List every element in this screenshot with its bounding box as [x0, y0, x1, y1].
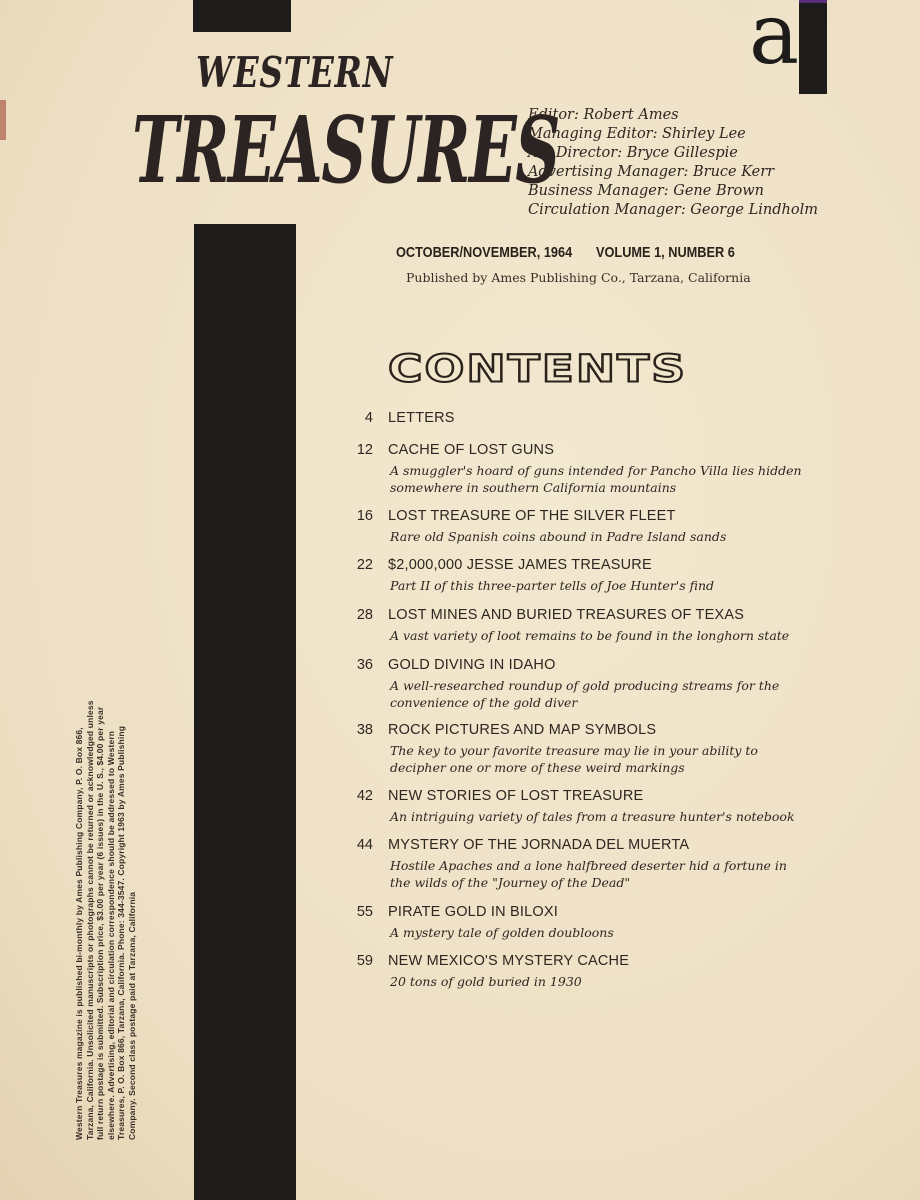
toc-page-number: 44: [356, 837, 373, 853]
toc-title: LOST MINES AND BURIED TREASURES OF TEXAS: [388, 607, 745, 623]
toc-title: NEW STORIES OF LOST TREASURE: [388, 788, 644, 804]
binding-edge-mark: [0, 100, 6, 140]
toc-page-number: 16: [356, 508, 373, 524]
toc-description: Rare old Spanish coins abound in Padre Island sands: [390, 529, 727, 544]
toc-title: ROCK PICTURES AND MAP SYMBOLS: [388, 722, 657, 738]
toc-page-number: 12: [356, 442, 373, 458]
toc-title: $2,000,000 JESSE JAMES TREASURE: [388, 557, 652, 573]
toc-title: GOLD DIVING IN IDAHO: [388, 657, 556, 673]
publication-fine-print: Western Treasures magazine is published bi-monthly by Ames Publishing Company, P. O. Box 866, Tarzana, California. Unsolicited manuscripts or photographs cannot be returned or acknowledged unless full return postage is submitted. Subscription price, $3.00 per year (6 issues) in the U. S., $4.00 per year elsewhere. Advertising, editorial and circulation correspondence should be addressed to Western Treasures, P. O. Box 866, Tarzana, California. Phone: 344-3547. Copyright 1963 by Ames Publishing Company. Second class postage paid at Tarzana, California: [74, 700, 137, 1140]
issue-date: OCTOBER/NOVEMBER, 1964: [396, 244, 573, 261]
vertical-black-bar: [194, 224, 296, 1200]
staff-managing-editor: Managing Editor: Shirley Lee: [528, 126, 746, 142]
toc-description: Part II of this three-parter tells of Joe Hunter's find: [390, 578, 715, 593]
top-black-bar: [193, 0, 291, 32]
toc-description: 20 tons of gold buried in 1930: [390, 974, 582, 989]
toc-title: LETTERS: [388, 410, 455, 426]
masthead-treasures: TREASURES: [132, 96, 560, 204]
toc-title: CACHE OF LOST GUNS: [388, 442, 555, 458]
staff-advertising-manager: Advertising Manager: Bruce Kerr: [528, 164, 775, 180]
corner-letter-block: [749, 0, 827, 94]
toc-page-number: 38: [356, 722, 373, 738]
toc-description: A smuggler's hoard of guns intended for Pancho Villa lies hidden somewhere in southern California mountains: [390, 463, 802, 495]
toc-title: LOST TREASURE OF THE SILVER FLEET: [388, 508, 676, 524]
toc-description: A mystery tale of golden doubloons: [390, 925, 614, 940]
toc-page-number: 4: [364, 410, 373, 426]
staff-business-manager: Business Manager: Gene Brown: [528, 183, 765, 199]
corner-letter-background: [751, 0, 799, 94]
toc-page-number: 36: [356, 657, 373, 673]
staff-art-director: Art Director: Bryce Gillespie: [528, 145, 738, 161]
issue-volume: VOLUME 1, NUMBER 6: [596, 244, 735, 261]
staff-editor: Editor: Robert Ames: [528, 107, 679, 123]
staff-circulation-manager: Circulation Manager: George Lindholm: [528, 202, 818, 218]
toc-page-number: 22: [356, 557, 373, 573]
toc-description: The key to your favorite treasure may lie in your ability to decipher one or more of these weird markings: [390, 743, 758, 775]
publisher-line: Published by Ames Publishing Co., Tarzana, California: [406, 270, 751, 285]
toc-title: MYSTERY OF THE JORNADA DEL MUERTA: [388, 837, 690, 853]
toc-description: A vast variety of loot remains to be found in the longhorn state: [390, 628, 790, 643]
toc-description: An intriguing variety of tales from a treasure hunter's notebook: [390, 809, 795, 824]
contents-heading: CONTENTS: [388, 346, 688, 391]
toc-description: Hostile Apaches and a lone halfbreed deserter hid a fortune in the wilds of the "Journey of the Dead": [390, 858, 787, 890]
toc-page-number: 59: [356, 953, 373, 969]
toc-page-number: 28: [356, 607, 373, 623]
toc-title: PIRATE GOLD IN BILOXI: [388, 904, 558, 920]
masthead-western: WESTERN: [196, 48, 394, 97]
staff-list: [528, 106, 818, 220]
toc-page-number: 55: [356, 904, 373, 920]
corner-letter: a: [749, 0, 800, 83]
toc-title: NEW MEXICO'S MYSTERY CACHE: [388, 953, 630, 969]
toc-page-number: 42: [356, 788, 373, 804]
toc-description: A well-researched roundup of gold producing streams for the convenience of the gold diver: [390, 678, 780, 710]
